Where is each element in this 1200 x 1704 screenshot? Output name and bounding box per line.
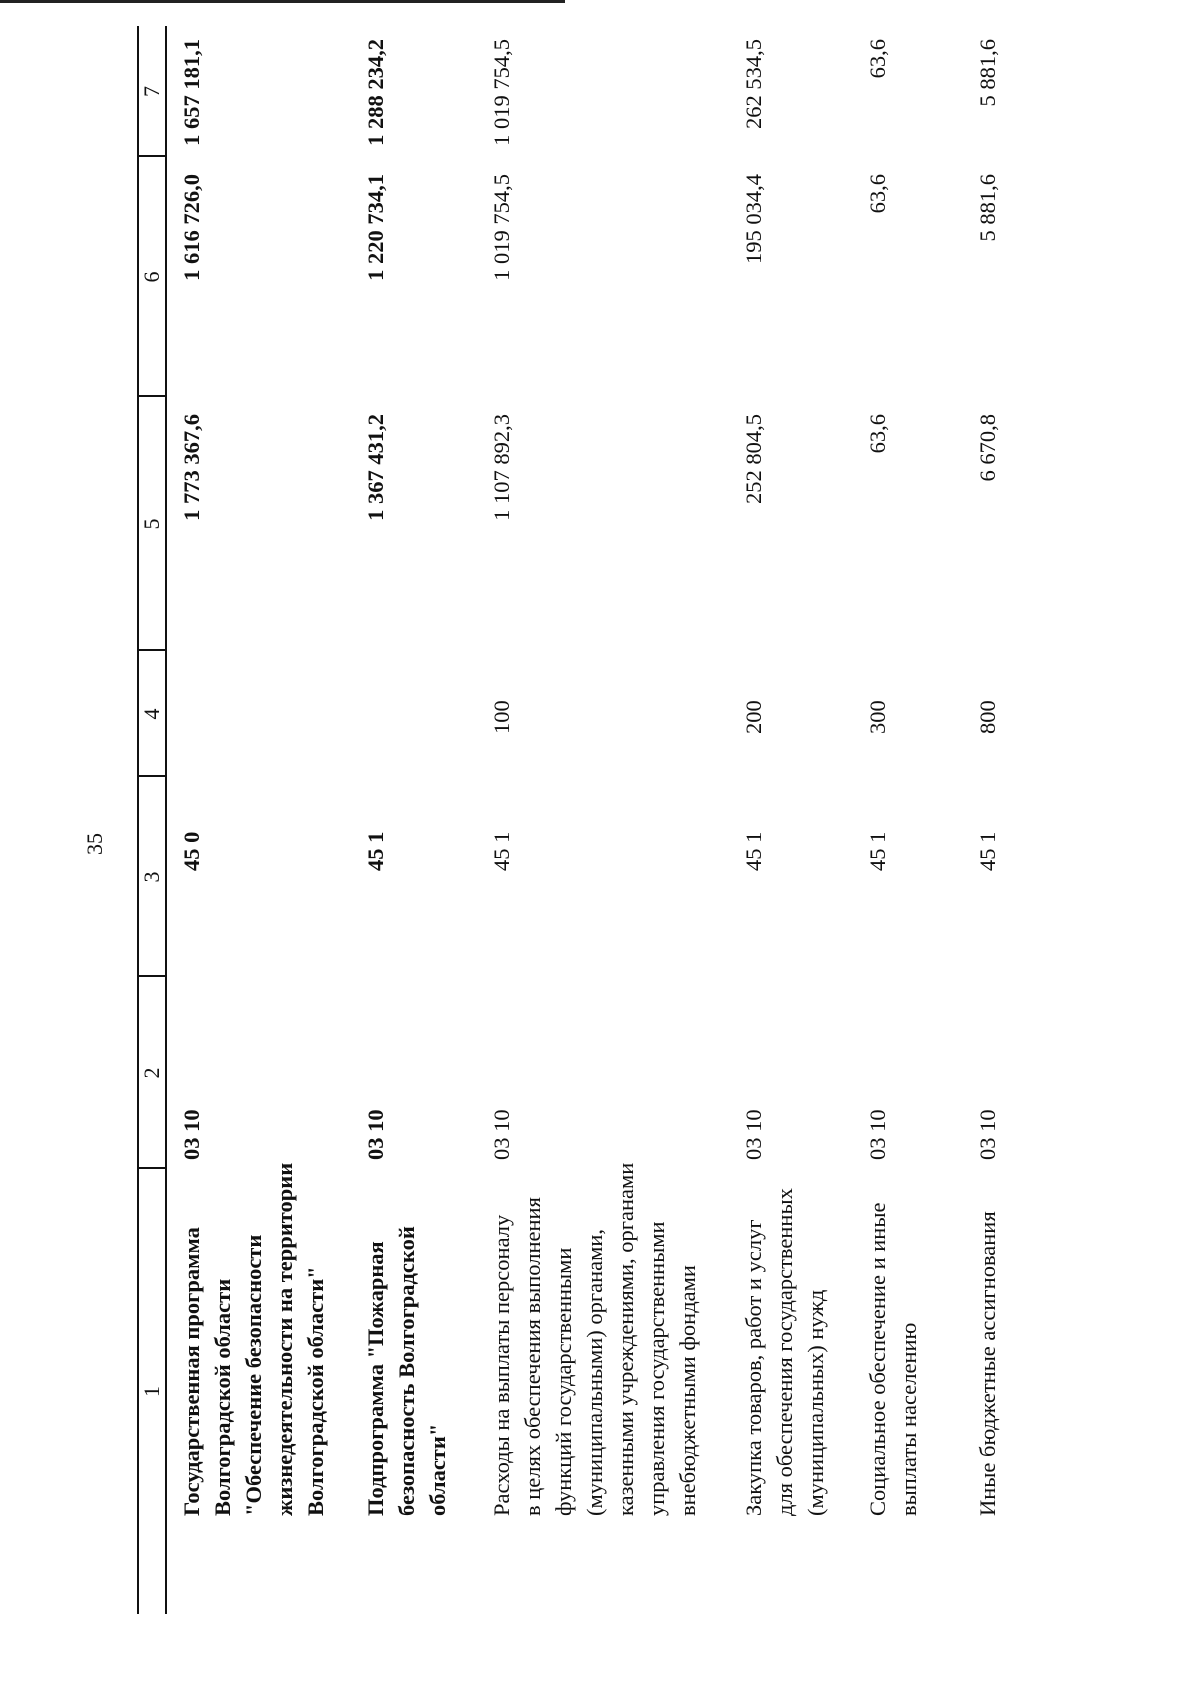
row-cell-c6: 1 019 754,5 [489, 174, 514, 281]
row-name-line: Государственная программа [179, 1227, 204, 1516]
row-cell-c2: 03 10 [975, 1109, 1000, 1160]
row-name-line: области" [425, 1423, 450, 1516]
row-name-line: безопасность Волгоградской [394, 1226, 419, 1516]
row-name-line: Волгоградской области" [303, 1266, 328, 1516]
row-name-line: в целях обеспечения выполнения [520, 1197, 545, 1516]
header-col-2: 2 [139, 1067, 164, 1079]
table-top-border [137, 26, 139, 1614]
header-col-6: 6 [139, 271, 164, 283]
row-cell-c3: 45 1 [975, 831, 1000, 871]
row-name-line: функций государственными [551, 1247, 576, 1516]
row-cell-c3: 45 1 [489, 831, 514, 871]
row-cell-c5: 1 773 367,6 [179, 414, 204, 521]
header-col-1: 1 [139, 1386, 164, 1397]
row-cell-c4: 200 [741, 700, 766, 734]
page-number: 35 [82, 833, 107, 855]
header-col-5: 5 [139, 518, 164, 530]
row-cell-c3: 45 1 [865, 831, 890, 871]
row-name-line: Волгоградской области [210, 1278, 235, 1516]
row-cell-c6: 5 881,6 [975, 174, 1000, 242]
row-cell-c3: 45 1 [741, 831, 766, 871]
row-name-line: жизнедеятельности на территории [272, 1162, 297, 1516]
row-cell-c5: 252 804,5 [741, 414, 766, 504]
row-cell-c7: 262 534,5 [741, 39, 766, 129]
row-cell-c3: 45 0 [179, 831, 204, 871]
row-name-line: "Обеспечение безопасности [241, 1234, 266, 1516]
row-cell-c6: 195 034,4 [741, 174, 766, 264]
row-cell-c2: 03 10 [363, 1109, 388, 1160]
row-cell-c6: 63,6 [865, 174, 890, 214]
row-cell-c2: 03 10 [179, 1109, 204, 1160]
row-cell-c7: 5 881,6 [975, 39, 1000, 107]
row-cell-c2: 03 10 [489, 1109, 514, 1160]
row-cell-c7: 63,6 [865, 39, 890, 79]
row-cell-c2: 03 10 [865, 1109, 890, 1160]
row-name-line: (муниципальными) органами, [582, 1228, 607, 1516]
row-name-line: внебюджетными фондами [675, 1265, 700, 1516]
header-col-7: 7 [139, 86, 164, 97]
row-name-line: Закупка товаров, работ и услуг [741, 1219, 766, 1516]
row-cell-c3: 45 1 [363, 831, 388, 871]
row-cell-c2: 03 10 [741, 1109, 766, 1160]
row-name-line: Подпрограмма "Пожарная [363, 1241, 388, 1516]
row-cell-c5: 1 367 431,2 [363, 414, 388, 521]
row-name-line: управления государственными [644, 1221, 669, 1516]
row-cell-c7: 1 019 754,5 [489, 39, 514, 146]
row-name-line: (муниципальных) нужд [803, 1289, 828, 1516]
row-name-line: казенными учреждениями, органами [613, 1162, 638, 1516]
header-col-3: 3 [139, 871, 164, 883]
row-cell-c4: 300 [865, 700, 890, 734]
row-cell-c7: 1 288 234,2 [363, 39, 388, 146]
row-cell-c6: 1 220 734,1 [363, 174, 388, 281]
row-cell-c6: 1 616 726,0 [179, 174, 204, 281]
row-name-line: выплаты населению [896, 1322, 921, 1516]
row-name-line: Расходы на выплаты персоналу [489, 1214, 514, 1516]
header-col-4: 4 [139, 708, 164, 720]
row-cell-c7: 1 657 181,1 [179, 39, 204, 146]
row-cell-c4: 100 [489, 700, 514, 734]
row-cell-c5: 1 107 892,3 [489, 414, 514, 521]
row-cell-c4: 800 [975, 700, 1000, 734]
row-cell-c5: 63,6 [865, 414, 890, 454]
row-name-line: для обеспечения государственных [772, 1188, 797, 1516]
row-name-line: Социальное обеспечение и иные [865, 1202, 890, 1516]
header-bottom-border [165, 26, 167, 1614]
row-cell-c5: 6 670,8 [975, 414, 1000, 482]
row-name-line: Иные бюджетные ассигнования [975, 1211, 1000, 1516]
